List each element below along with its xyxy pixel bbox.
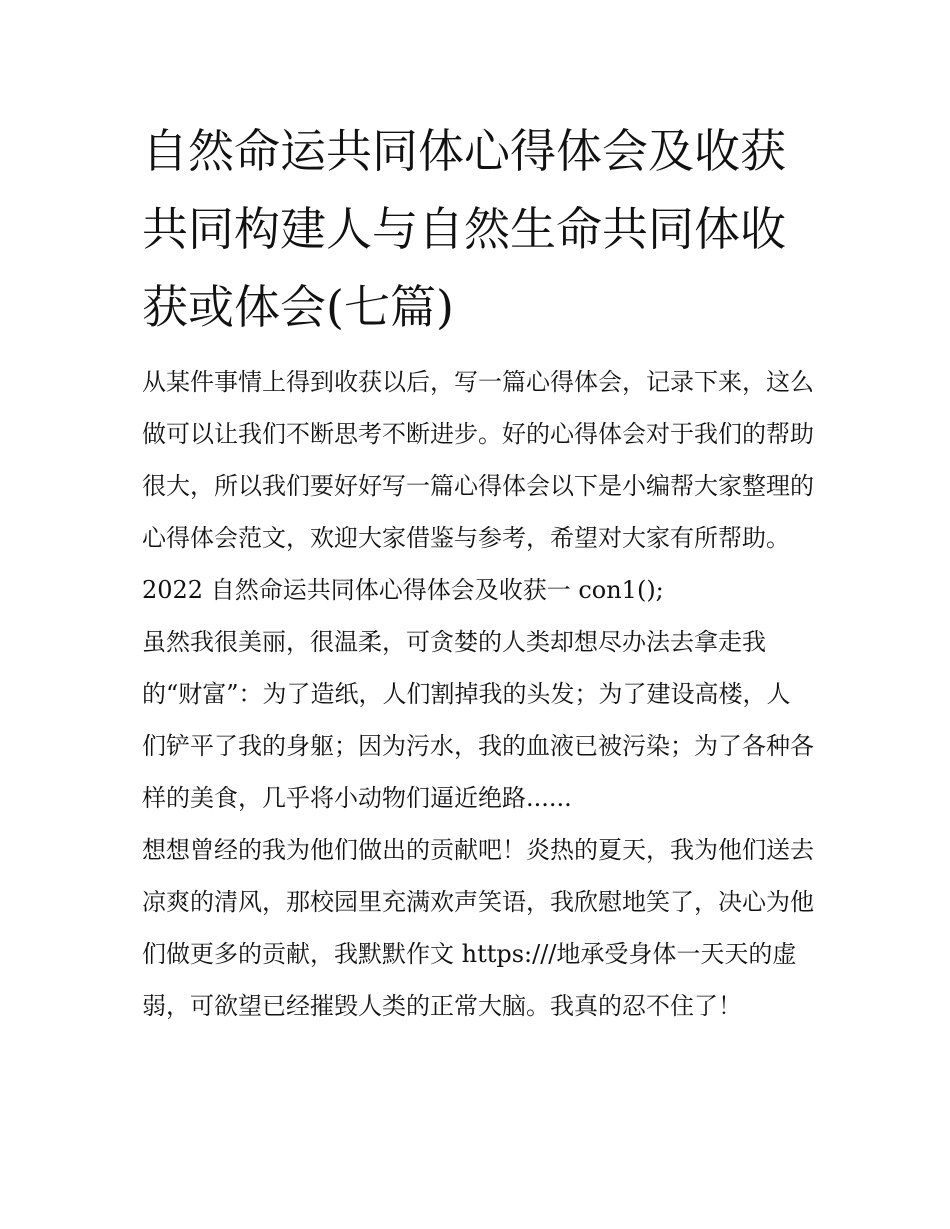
paragraph-section-heading: 2022 自然命运共同体心得体会及收获一 con1(); bbox=[142, 576, 664, 604]
paragraph-body-1: 虽然我很美丽，很温柔，可贪婪的人类却想尽办法去拿走我的“财富”：为了造纸，人们割掉我的头发；为了建设高楼，人们铲平了我的身躯；因为污水，我的血液已被污染；为了各种各样的美食，几乎将小动物们逼近绝路...... bbox=[142, 628, 814, 812]
paragraph-body-2: 想想曾经的我为他们做出的贡献吧！炎热的夏天，我为他们送去凉爽的清风，那校园里充满欢声笑语，我欣慰地笑了，决心为他们做更多的贡献，我默默作文 https:///地承受身体一天天的虚弱，可欲望已经摧毁人类的正常大脑。我真的忍不住了！ bbox=[142, 836, 814, 1020]
paragraph-intro: 从某件事情上得到收获以后，写一篇心得体会，记录下来，这么做可以让我们不断思考不断进步。好的心得体会对于我们的帮助很大，所以我们要好好写一篇心得体会以下是小编帮大家整理的心得体会范文，欢迎大家借鉴与参考，希望对大家有所帮助。 bbox=[142, 368, 814, 552]
document-title: 自然命运共同体心得体会及收获 共同构建人与自然生命共同体收获或体会(七篇) bbox=[142, 124, 786, 334]
document-content bbox=[142, 112, 814, 1032]
